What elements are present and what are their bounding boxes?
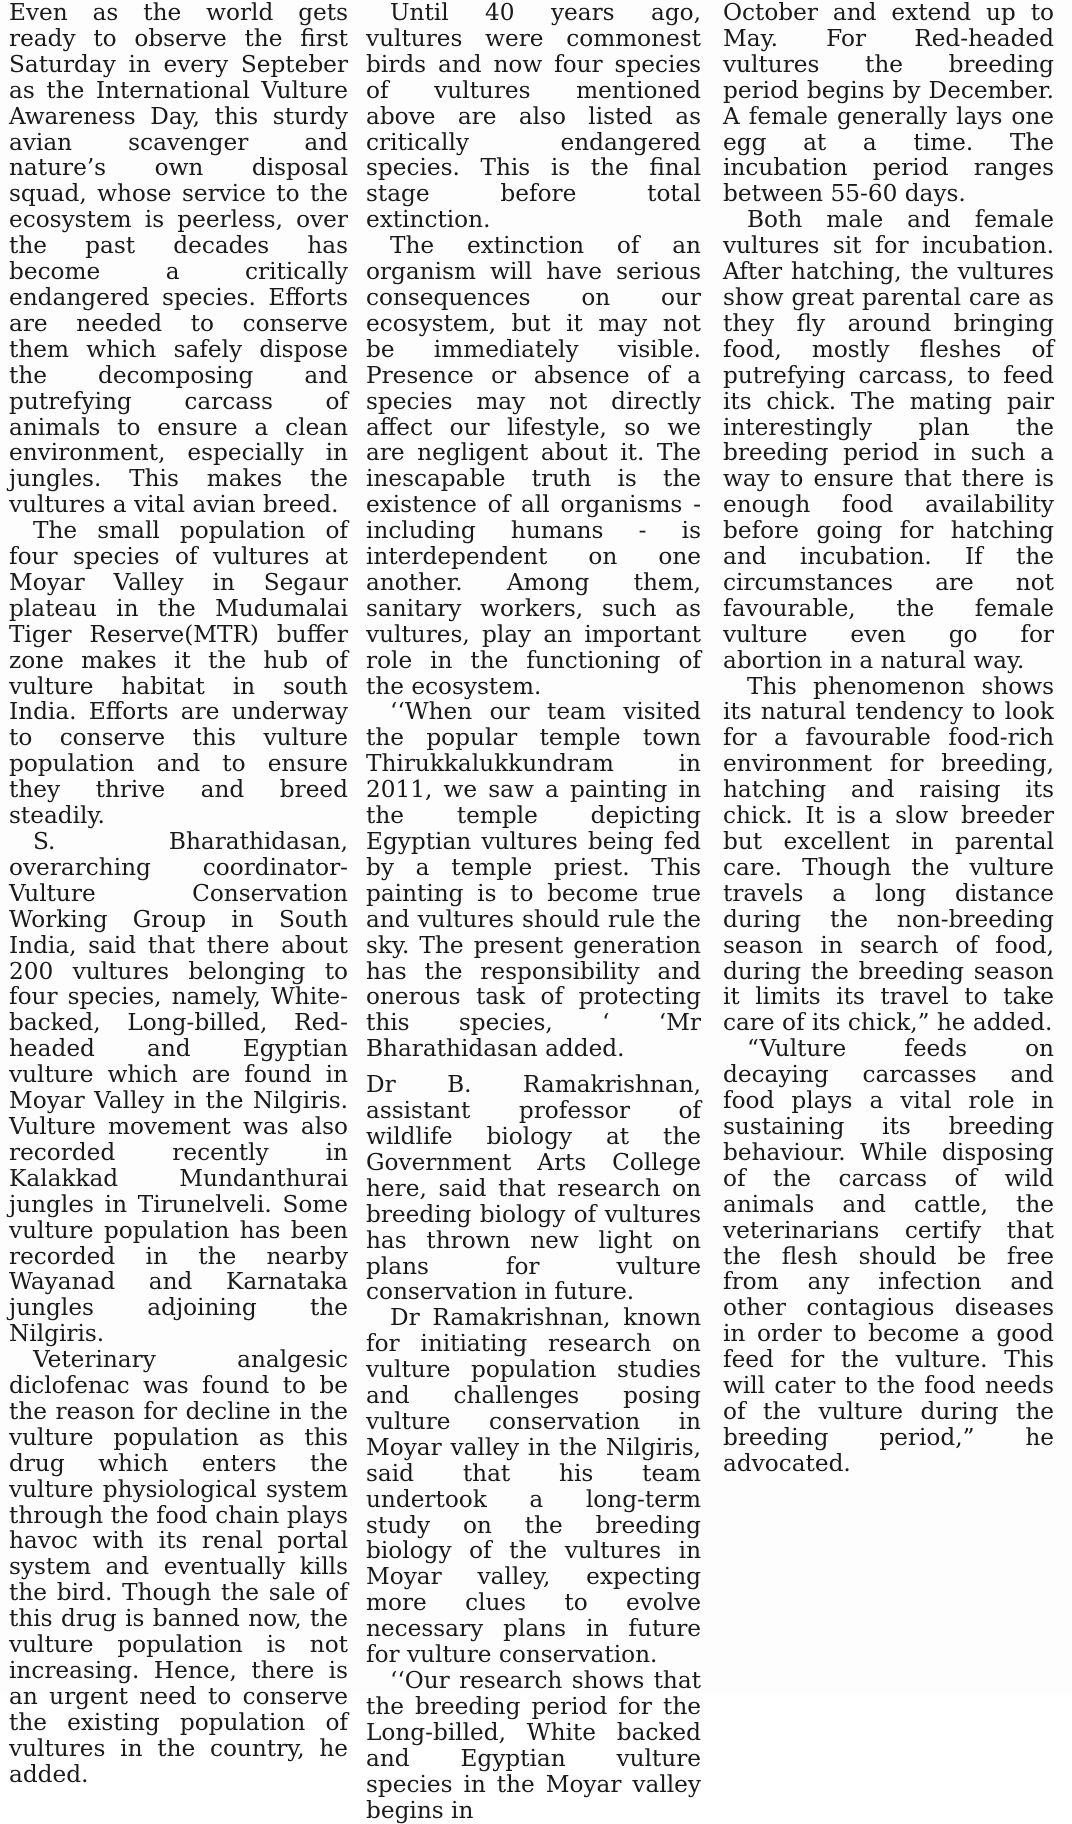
- paragraph: “Vulture feeds on decaying carcasses and food plays a vital role in sustaining its breeding behaviour. While disposing of the carcass of wild animals and cattle, the veterinarians certify that the flesh should be free from any infection and other contagious diseases in order to become a good feed for the vulture. This will cater to the food needs of the vulture during the breeding period,” he advocated.: [723, 1035, 1054, 1477]
- article-column-1: [9, 0, 348, 1788]
- paragraph: S. Bharathidasan, overarching coordinator- Vulture Conservation Working Group in South India, said that there about 200 vultures belonging to four species, namely, White-backed, Long-billed, Red-headed and Egyptian vulture which are found in Moyar Valley in the Nilgiris. Vulture movement was also recorded recently in Kalakkad Mundanthurai jungles in Tirunelveli. Some vulture population has been recorded in the nearby Wayanad and Karnataka jungles adjoining the Nilgiris.: [9, 828, 348, 1348]
- paragraph: This phenomenon shows its natural tendency to look for a favourable food-rich environment for breeding, hatching and raising its chick. It is a slow breeder but excellent in parental care. Though the vulture travels a long distance during the non-breeding season in search of food, during the breeding season it limits its travel to take care of its chick,” he added.: [723, 672, 1054, 1037]
- paragraph: Even as the world gets ready to observe the first Saturday in every Septeber as the International Vulture Awareness Day, this sturdy avian scavenger and nature’s own disposal squad, whose service to the ecosystem is peerless, over the past decades has become a critically endangered species. Efforts are needed to conserve them which safely dispose the decomposing and putrefying carcass of animals to ensure a clean environment, especially in jungles. This makes the vultures a vital avian breed.: [9, 0, 348, 519]
- paragraph: The extinction of an organism will have serious consequences on our ecosystem, but it may not be immediately visible. Presence or absence of a species may not directly affect our lifestyle, so we are negligent about it. The inescapable truth is the existence of all organisms - including humans - is interdependent on one another. Among them, sanitary workers, such as vultures, play an important role in the functioning of the ecosystem.: [366, 232, 701, 700]
- paragraph: Both male and female vultures sit for incubation. After hatching, the vultures show great parental care as they fly around bringing food, mostly fleshes of putrefying carcass, to feed its chick. The mating pair interestingly plan the breeding period in such a way to ensure that there is enough food availability before going for hatching and incubation. If the circumstances are not favourable, the female vulture even go for abortion in a natural way.: [723, 206, 1054, 674]
- article-column-2: [366, 0, 701, 1823]
- paragraph: Veterinary analgesic diclofenac was found to be the reason for decline in the vulture population as this drug which enters the vulture physiological system through the food chain plays havoc with its renal portal system and eventually kills the bird. Though the sale of this drug is banned now, the vulture population is not increasing. Hence, there is an urgent need to conserve the existing population of vultures in the country, he added.: [9, 1346, 348, 1788]
- paragraph: ‘‘When our team visited the popular temple town Thirukkalukkundram in 2011, we saw a painting in the temple depicting Egyptian vultures being fed by a temple priest. This painting is to become true and vultures should rule the sky. The present generation has the responsibility and onerous task of protecting this species, ‘ ‘Mr Bharathidasan added.: [366, 698, 701, 1063]
- paragraph: Dr B. Ramakrishnan, assistant professor of wildlife biology at the Government Arts College here, said that research on breeding biology of vultures has thrown new light on plans for vulture conservation in future.: [366, 1071, 701, 1306]
- paragraph: Until 40 years ago, vultures were commonest birds and now four species of vultures mentioned above are also listed as critically endangered species. This is the final stage before total extinction.: [366, 0, 701, 234]
- paragraph: October and extend up to May. For Red-headed vultures the breeding period begins by December. A female generally lays one egg at a time. The incubation period ranges between 55-60 days.: [723, 0, 1054, 208]
- article-column-3: [723, 0, 1054, 1477]
- paragraph: ‘‘Our research shows that the breeding period for the Long-billed, White backed and Egyptian vulture species in the Moyar valley begins in: [366, 1667, 701, 1824]
- paragraph: The small population of four species of vultures at Moyar Valley in Segaur plateau in the Mudumalai Tiger Reserve(MTR) buffer zone makes it the hub of vulture habitat in south India. Efforts are underway to conserve this vulture population and to ensure they thrive and breed steadily.: [9, 517, 348, 830]
- paragraph: Dr Ramakrishnan, known for initiating research on vulture population studies and challenges posing vulture conservation in Moyar valley in the Nilgiris, said that his team undertook a long-term study on the breeding biology of the vultures in Moyar valley, expecting more clues to evolve necessary plans in future for vulture conservation.: [366, 1304, 701, 1669]
